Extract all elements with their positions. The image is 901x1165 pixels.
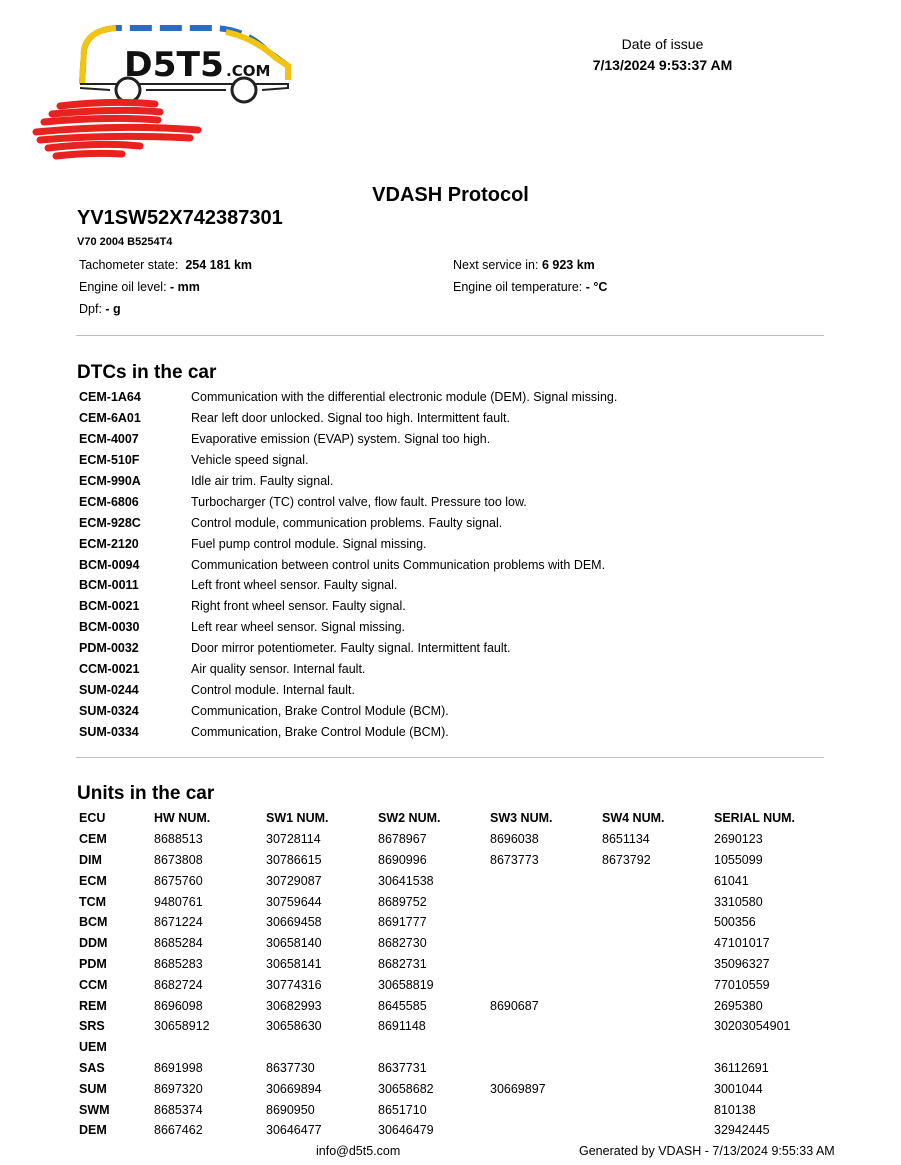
dtc-row [79, 638, 779, 659]
dtc-code: ECM-2120 [79, 536, 139, 551]
table-cell: 8682724 [154, 977, 203, 992]
table-cell [602, 1058, 714, 1079]
redaction-scribble [30, 98, 205, 168]
table-cell: 8697320 [154, 1081, 203, 1096]
oil-level-label: Engine oil level: [79, 280, 167, 294]
logo-text: D5T5 [124, 45, 224, 85]
dtc-description: Left front wheel sensor. Faulty signal. [191, 578, 398, 593]
ecu-name: DIM [79, 852, 102, 867]
table-cell: 30658630 [266, 1019, 322, 1034]
table-row [79, 1120, 844, 1141]
table-cell: 8690996 [378, 852, 427, 867]
units-column-header: SW1 NUM. [266, 811, 329, 826]
table-cell: 30658912 [154, 1019, 210, 1034]
dtc-code: SUM-0324 [79, 703, 139, 718]
tachometer-value: 254 181 km [185, 258, 253, 272]
dpf-value: - g [105, 302, 121, 316]
table-cell [490, 1037, 602, 1058]
table-row [79, 891, 844, 912]
table-cell [490, 1120, 602, 1141]
dtc-row [79, 575, 779, 596]
table-cell: 8689752 [378, 894, 427, 909]
table-cell [602, 995, 714, 1016]
dtc-description: Vehicle speed signal. [191, 453, 309, 468]
dtc-description: Communication with the differential electronic module (DEM). Signal missing. [191, 390, 618, 405]
units-column-header: SW4 NUM. [602, 811, 665, 826]
table-cell: 2695380 [714, 998, 763, 1013]
table-cell: 30658141 [266, 956, 322, 971]
dtc-code: BCM-0021 [79, 599, 140, 614]
ecu-name: CCM [79, 977, 108, 992]
dtc-section-title: DTCs in the car [77, 362, 217, 383]
table-cell: 8673808 [154, 852, 203, 867]
table-row [79, 850, 844, 871]
divider [76, 757, 824, 758]
dtc-description: Control module. Internal fault. [191, 682, 355, 697]
ecu-name: DDM [79, 936, 108, 951]
dtc-description: Door mirror potentiometer. Faulty signal. Intermittent fault. [191, 641, 511, 656]
table-cell [602, 1016, 714, 1037]
table-cell: 77010559 [714, 977, 770, 992]
units-section-title: Units in the car [77, 783, 215, 804]
next-service-value: 6 923 km [541, 258, 595, 272]
dpf-label: Dpf: [79, 302, 102, 316]
table-cell [490, 1099, 602, 1120]
table-cell: 8691777 [378, 915, 427, 930]
table-cell: 3001044 [714, 1081, 763, 1096]
table-cell: 8645585 [378, 998, 427, 1013]
table-cell: 30729087 [266, 873, 322, 888]
table-cell: 30646479 [378, 1123, 434, 1138]
table-cell: 1055099 [714, 852, 763, 867]
table-cell [602, 1099, 714, 1120]
table-cell: 8696038 [490, 832, 539, 847]
table-cell: 2690123 [714, 832, 763, 847]
table-cell: 30646477 [266, 1123, 322, 1138]
table-row [79, 933, 844, 954]
oil-temp-label: Engine oil temperature: [453, 280, 583, 294]
dtc-row [79, 659, 779, 680]
table-cell: 8682730 [378, 936, 427, 951]
table-cell: 30669894 [266, 1081, 322, 1096]
table-row [79, 912, 844, 933]
dtc-code: SUM-0244 [79, 682, 139, 697]
dtc-row [79, 429, 779, 450]
table-cell: 8685284 [154, 936, 203, 951]
d5t5-logo [76, 22, 292, 106]
table-row [79, 954, 844, 975]
table-cell: 8690950 [266, 1102, 315, 1117]
dtc-code: ECM-4007 [79, 432, 139, 447]
ecu-name: REM [79, 998, 107, 1013]
ecu-name: PDM [79, 956, 107, 971]
tachometer-state [79, 258, 252, 272]
oil-level-value: - mm [170, 280, 200, 294]
dtc-code: CEM-6A01 [79, 411, 141, 426]
table-cell: 30669897 [490, 1081, 546, 1096]
dtc-description: Idle air trim. Faulty signal. [191, 474, 334, 488]
ecu-name: UEM [79, 1040, 107, 1055]
table-cell: 8673773 [490, 852, 539, 867]
table-cell: 8696098 [154, 998, 203, 1013]
table-cell: 30658140 [266, 936, 322, 951]
table-cell: 30658682 [378, 1081, 434, 1096]
table-cell [602, 954, 714, 975]
ecu-name: BCM [79, 915, 108, 930]
table-row [79, 995, 844, 1016]
units-header-row [79, 808, 844, 829]
ecu-name: CEM [79, 832, 107, 847]
table-cell [154, 1037, 266, 1058]
table-cell: 47101017 [714, 936, 770, 951]
table-cell: 8691148 [378, 1019, 426, 1034]
oil-temp-value: - °C [585, 280, 608, 294]
table-cell [378, 1037, 490, 1058]
table-cell [490, 933, 602, 954]
issue-label: Date of issue [621, 36, 704, 52]
dtc-row [79, 471, 779, 492]
table-cell: 8682731 [378, 956, 427, 971]
table-cell: 32942445 [714, 1123, 770, 1138]
table-cell [266, 1037, 378, 1058]
dtc-description: Fuel pump control module. Signal missing. [191, 536, 427, 551]
ecu-name: ECM [79, 873, 107, 888]
table-cell: 30774316 [266, 977, 322, 992]
dtc-description: Turbocharger (TC) control valve, flow fault. Pressure too low. [191, 494, 527, 509]
table-cell: 8685283 [154, 956, 203, 971]
table-cell [490, 1016, 602, 1037]
dtc-code: ECM-990A [79, 474, 141, 488]
dtc-code: BCM-0011 [79, 578, 139, 593]
table-row [79, 1016, 844, 1037]
page-title: VDASH Protocol [372, 184, 529, 206]
table-cell [602, 870, 714, 891]
next-service-label: Next service in: [453, 258, 539, 272]
table-cell: 30669458 [266, 915, 322, 930]
table-cell [602, 1078, 714, 1099]
dtc-code: ECM-6806 [79, 494, 139, 509]
table-cell: 8673792 [602, 852, 651, 867]
dtc-description: Communication between control units Communication problems with DEM. [191, 557, 606, 572]
vehicle-model: V70 2004 B5254T4 [77, 236, 173, 248]
table-cell [490, 954, 602, 975]
table-row [79, 870, 844, 891]
units-column-header: SERIAL NUM. [714, 811, 796, 826]
dtc-code: CCM-0021 [79, 662, 140, 677]
table-row [79, 1078, 844, 1099]
dpf [79, 302, 121, 316]
dtc-description: Evaporative emission (EVAP) system. Signal too high. [191, 432, 491, 447]
table-cell: 30641538 [378, 873, 434, 888]
table-cell: 30759644 [266, 894, 322, 909]
ecu-name: SAS [79, 1060, 105, 1075]
table-cell: 30728114 [266, 832, 321, 847]
units-column-header: SW3 NUM. [490, 811, 553, 826]
table-cell: 8685374 [154, 1102, 203, 1117]
table-cell: 8688513 [154, 832, 203, 847]
dtc-description: Communication, Brake Control Module (BCM). [191, 703, 449, 718]
table-cell [490, 912, 602, 933]
footer-generated: Generated by VDASH - 7/13/2024 9:55:33 AM [579, 1144, 835, 1158]
dtc-row [79, 700, 779, 721]
dtc-description: Left rear wheel sensor. Signal missing. [191, 620, 405, 635]
footer-email[interactable]: info@d5t5.com [316, 1144, 401, 1158]
dtc-row [79, 596, 779, 617]
table-cell: 30658819 [378, 977, 434, 992]
dtc-code: PDM-0032 [79, 641, 139, 656]
dtc-code: ECM-928C [79, 515, 141, 530]
units-column-header: ECU [79, 811, 106, 826]
table-cell [602, 891, 714, 912]
table-cell: 61041 [714, 873, 749, 888]
table-cell: 8637730 [266, 1060, 315, 1075]
table-cell [602, 974, 714, 995]
dtc-row [79, 554, 779, 575]
ecu-name: DEM [79, 1123, 107, 1138]
units-table [79, 808, 844, 1141]
table-cell [602, 912, 714, 933]
divider [76, 335, 824, 336]
table-row [79, 1058, 844, 1079]
table-cell [602, 933, 714, 954]
vin: YV1SW52X742387301 [77, 207, 283, 229]
table-cell: 8691998 [154, 1060, 203, 1075]
dtc-description: Air quality sensor. Internal fault. [191, 662, 366, 677]
dtc-code: ECM-510F [79, 453, 140, 468]
dtc-row [79, 491, 779, 512]
issue-date: 7/13/2024 9:53:37 AM [592, 57, 733, 73]
logo-suffix: .COM [226, 62, 271, 80]
dtc-row [79, 450, 779, 471]
dtc-row [79, 617, 779, 638]
dtc-row [79, 679, 779, 700]
table-cell: 8675760 [154, 873, 203, 888]
table-row [79, 1099, 844, 1120]
dtc-row [79, 408, 779, 429]
ecu-name: SRS [79, 1019, 105, 1034]
table-cell [714, 1037, 844, 1058]
table-cell: 8678967 [378, 832, 427, 847]
table-cell: 9480761 [154, 894, 203, 909]
table-cell: 8651134 [602, 832, 650, 847]
table-cell [490, 1058, 602, 1079]
dtc-description: Control module, communication problems. Faulty signal. [191, 515, 503, 530]
table-row [79, 829, 844, 850]
issue-block [560, 36, 765, 73]
table-cell: 810138 [714, 1102, 756, 1117]
dtc-description: Rear left door unlocked. Signal too high. Intermittent fault. [191, 411, 510, 426]
dtc-code: BCM-0094 [79, 557, 140, 572]
table-cell: 8690687 [490, 998, 539, 1013]
table-cell [490, 870, 602, 891]
units-column-header: HW NUM. [154, 811, 211, 826]
dtc-row [79, 721, 779, 742]
tachometer-label: Tachometer state: [79, 258, 179, 272]
table-cell: 36112691 [714, 1060, 769, 1075]
table-cell [490, 974, 602, 995]
units-column-header: SW2 NUM. [378, 811, 441, 826]
table-cell: 8671224 [154, 915, 203, 930]
table-cell [602, 1037, 714, 1058]
dtc-code: SUM-0334 [79, 724, 139, 739]
ecu-name: SUM [79, 1081, 107, 1096]
dtc-code: CEM-1A64 [79, 390, 141, 405]
dtc-description: Right front wheel sensor. Faulty signal. [191, 599, 406, 614]
table-cell: 3310580 [714, 894, 763, 909]
table-row [79, 1037, 844, 1058]
dtc-row [79, 387, 779, 408]
dtc-row [79, 533, 779, 554]
units-body [79, 829, 844, 1141]
table-cell [602, 1120, 714, 1141]
table-cell: 30786615 [266, 852, 322, 867]
table-cell: 8667462 [154, 1123, 203, 1138]
dtc-description: Communication, Brake Control Module (BCM). [191, 724, 449, 739]
dtc-list [79, 387, 779, 742]
table-cell: 30682993 [266, 998, 322, 1013]
table-cell: 8637731 [378, 1060, 427, 1075]
next-service [453, 258, 595, 272]
table-cell [490, 891, 602, 912]
table-cell: 8651710 [378, 1102, 427, 1117]
engine-oil-level [79, 280, 200, 294]
table-cell: 30203054901 [714, 1019, 791, 1034]
ecu-name: TCM [79, 894, 107, 909]
table-row [79, 974, 844, 995]
dtc-code: BCM-0030 [79, 620, 140, 635]
ecu-name: SWM [79, 1102, 110, 1117]
engine-oil-temperature [453, 280, 607, 294]
table-cell: 35096327 [714, 956, 770, 971]
table-cell: 500356 [714, 915, 756, 930]
dtc-row [79, 512, 779, 533]
